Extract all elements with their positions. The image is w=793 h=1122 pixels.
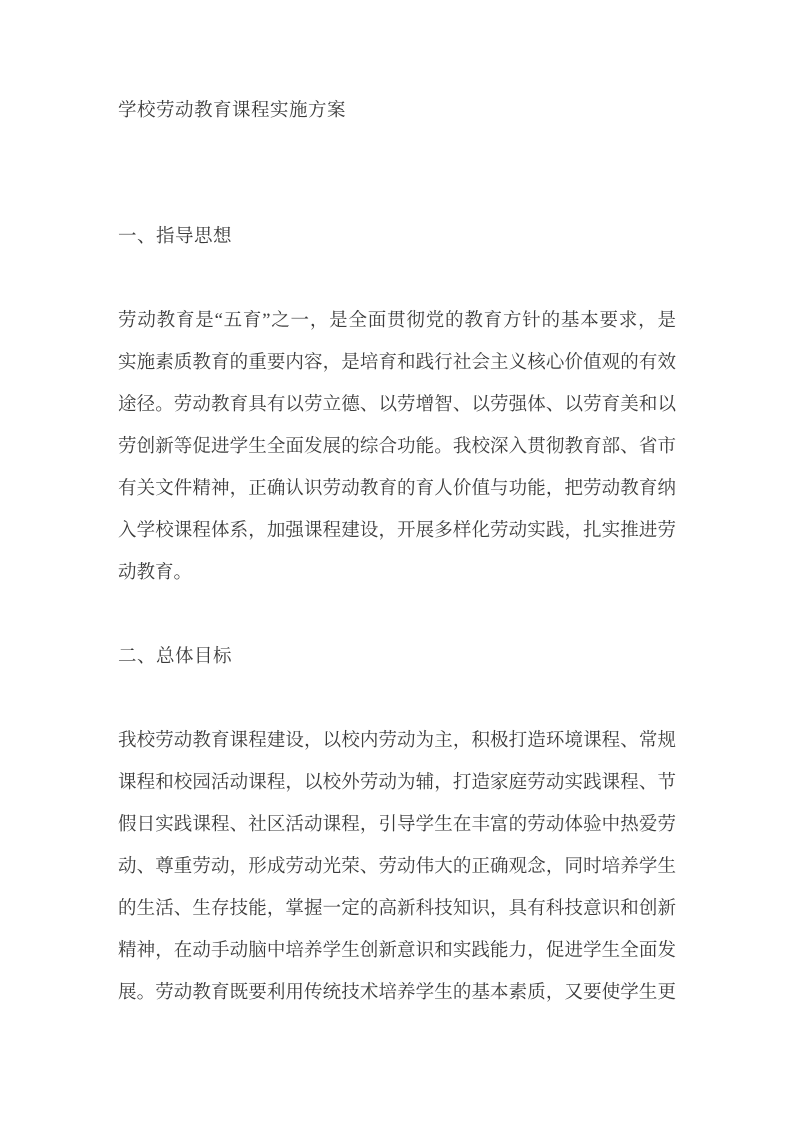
- text-line: 实施素质教育的重要内容，是培育和践行社会主义核心价值观的有效: [118, 353, 676, 373]
- document-title: 学校劳动教育课程实施方案: [118, 101, 347, 121]
- text-line: 劳创新等促进学生全面发展的综合功能。我校深入贯彻教育部、省市: [118, 437, 676, 457]
- text-line: 我校劳动教育课程建设，以校内劳动为主，积极打造环境课程、常规: [118, 731, 676, 751]
- document-content: [118, 90, 676, 1056]
- text-line: 动、尊重劳动，形成劳动光荣、劳动伟大的正确观念，同时培养学生: [118, 857, 676, 877]
- text-line: 课程和校园活动课程，以校外劳动为辅，打造家庭劳动实践课程、节: [118, 773, 676, 793]
- section-guiding-ideology: [118, 216, 676, 594]
- text-line: 展。劳动教育既要利用传统技术培养学生的基本素质，又要使学生更: [118, 983, 676, 1003]
- section-overall-goals: [118, 636, 676, 1014]
- text-line: 途径。劳动教育具有以劳立德、以劳增智、以劳强体、以劳育美和以: [118, 395, 676, 415]
- text-line: 劳动教育是“五育”之一，是全面贯彻党的教育方针的基本要求，是: [118, 311, 676, 331]
- text-line: 入学校课程体系，加强课程建设，开展多样化劳动实践，扎实推进劳: [118, 521, 676, 541]
- text-line: 动教育。: [118, 563, 193, 583]
- section-heading: 一、指导思想: [118, 227, 233, 247]
- paragraph: [118, 720, 676, 1014]
- paragraph: [118, 300, 676, 594]
- text-line: 有关文件精神，正确认识劳动教育的育人价值与功能，把劳动教育纳: [118, 479, 676, 499]
- section-heading: 二、总体目标: [118, 647, 233, 667]
- text-line: 精神，在动手动脑中培养学生创新意识和实践能力，促进学生全面发: [118, 941, 676, 961]
- text-line: 的生活、生存技能，掌握一定的高新科技知识，具有科技意识和创新: [118, 899, 676, 919]
- text-line: 假日实践课程、社区活动课程，引导学生在丰富的劳动体验中热爱劳: [118, 815, 676, 835]
